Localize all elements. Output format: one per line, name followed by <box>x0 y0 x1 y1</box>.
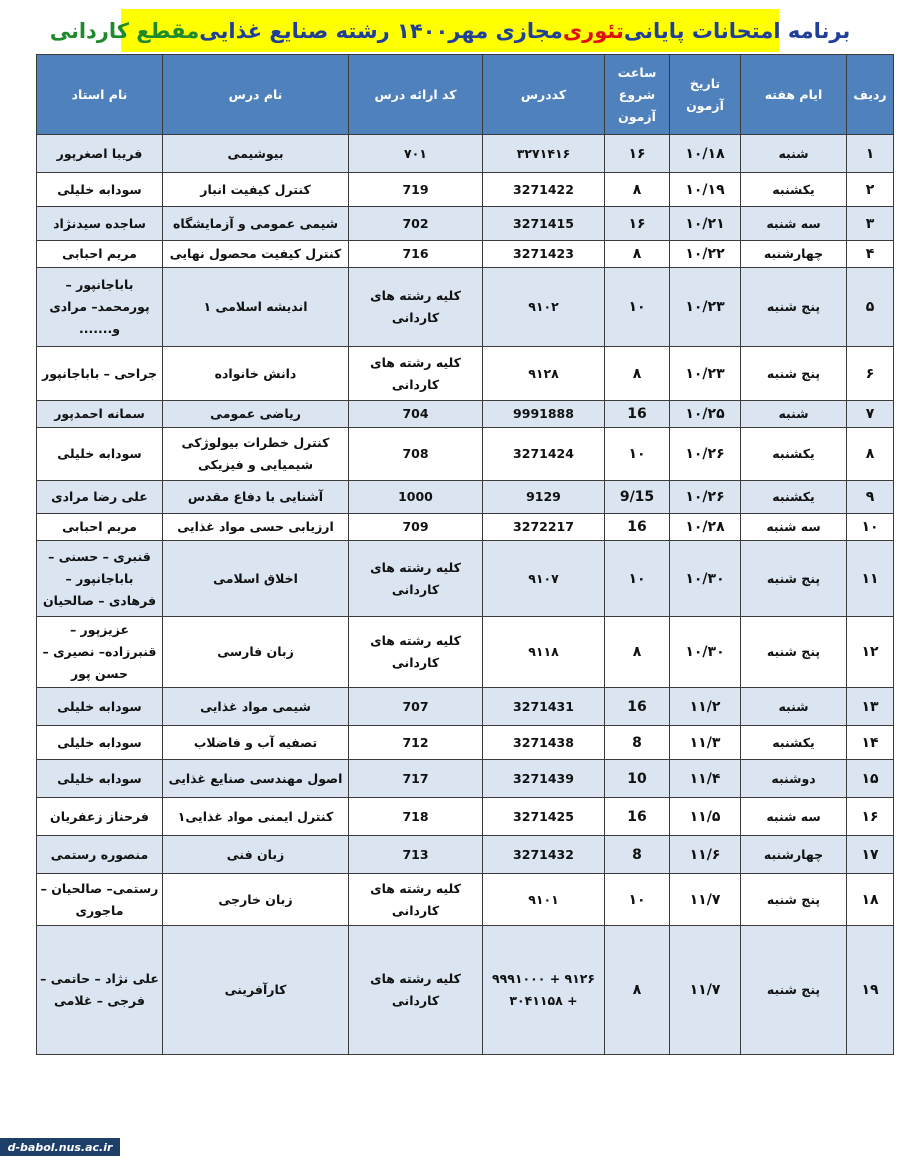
cell-radif: ۶ <box>847 347 894 401</box>
title-part-1: برنامه امتحانات پایانی <box>623 18 851 43</box>
cell-course-name: اخلاق اسلامی <box>163 541 349 617</box>
cell-course-code: 3271415 <box>483 207 605 241</box>
cell-course-name: کارآفرینی <box>163 926 349 1055</box>
table-row <box>37 726 894 760</box>
cell-course-name: اصول مهندسی صنایع غذایی <box>163 760 349 798</box>
cell-radif: ۹ <box>847 481 894 514</box>
cell-course-name: کنترل ایمنی مواد غذایی۱ <box>163 798 349 836</box>
cell-course-name: کنترل کیفیت محصول نهایی <box>163 241 349 268</box>
cell-time: ۸ <box>605 347 670 401</box>
cell-teacher: سودابه خلیلی <box>37 688 163 726</box>
cell-course-name: ریاضی عمومی <box>163 401 349 428</box>
cell-teacher: جراحی – باباجانپور <box>37 347 163 401</box>
cell-teacher: مریم احبابی <box>37 241 163 268</box>
cell-day: پنج شنبه <box>741 541 847 617</box>
cell-time: 8 <box>605 726 670 760</box>
cell-course-code: ۹۱۱۸ <box>483 617 605 688</box>
cell-day: شنبه <box>741 135 847 173</box>
cell-radif: ۷ <box>847 401 894 428</box>
cell-course-code: 3271425 <box>483 798 605 836</box>
table-header-row <box>37 55 894 135</box>
cell-offer-code: 716 <box>349 241 483 268</box>
cell-teacher: سودابه خلیلی <box>37 760 163 798</box>
cell-day: پنج شنبه <box>741 617 847 688</box>
header-time: ساعت شروع آزمون <box>605 55 670 135</box>
cell-course-name: بیوشیمی <box>163 135 349 173</box>
cell-course-name: زبان فارسی <box>163 617 349 688</box>
table-row <box>37 617 894 688</box>
title-part-4: مقطع کاردانی <box>49 18 200 43</box>
cell-date: ۱۱/۳ <box>670 726 741 760</box>
cell-course-name: ارزیابی حسی مواد غذایی <box>163 514 349 541</box>
cell-offer-code: 718 <box>349 798 483 836</box>
cell-time: 10 <box>605 760 670 798</box>
cell-date: ۱۰/۲۸ <box>670 514 741 541</box>
cell-time: 16 <box>605 798 670 836</box>
cell-course-code: 3271432 <box>483 836 605 874</box>
cell-offer-code: کلیه رشته های کاردانی <box>349 541 483 617</box>
cell-teacher: فریبا اصغرپور <box>37 135 163 173</box>
cell-course-name: شیمی عمومی و آزمایشگاه <box>163 207 349 241</box>
cell-teacher: فرحناز زعفریان <box>37 798 163 836</box>
cell-date: ۱۰/۲۳ <box>670 268 741 347</box>
cell-teacher: علی رضا مرادی <box>37 481 163 514</box>
cell-course-code: ۹۱۰۲ <box>483 268 605 347</box>
cell-time: 8 <box>605 836 670 874</box>
table-row <box>37 173 894 207</box>
cell-day: سه شنبه <box>741 514 847 541</box>
title-part-2: تئوری <box>562 18 624 43</box>
cell-course-code: 3271422 <box>483 173 605 207</box>
cell-time: ۸ <box>605 926 670 1055</box>
cell-day: یکشنبه <box>741 481 847 514</box>
cell-radif: ۱ <box>847 135 894 173</box>
cell-radif: ۱۹ <box>847 926 894 1055</box>
cell-offer-code: 719 <box>349 173 483 207</box>
cell-radif: ۱۶ <box>847 798 894 836</box>
cell-radif: ۱۷ <box>847 836 894 874</box>
cell-time: ۸ <box>605 617 670 688</box>
cell-day: یکشنبه <box>741 173 847 207</box>
cell-teacher: ساجده سیدنژاد <box>37 207 163 241</box>
header-code: کددرس <box>483 55 605 135</box>
cell-time: ۱۶ <box>605 207 670 241</box>
cell-offer-code: کلیه رشته های کاردانی <box>349 347 483 401</box>
header-radif: ردیف <box>847 55 894 135</box>
cell-radif: ۱۱ <box>847 541 894 617</box>
cell-day: یکشنبه <box>741 428 847 481</box>
cell-time: ۸ <box>605 241 670 268</box>
cell-course-code: ۹۱۰۷ <box>483 541 605 617</box>
cell-course-code: 3271424 <box>483 428 605 481</box>
cell-course-code: 9129 <box>483 481 605 514</box>
table-row <box>37 514 894 541</box>
cell-offer-code: 1000 <box>349 481 483 514</box>
cell-radif: ۴ <box>847 241 894 268</box>
table-row <box>37 541 894 617</box>
table-row <box>37 347 894 401</box>
cell-time: ۱۰ <box>605 541 670 617</box>
cell-time: ۱۶ <box>605 135 670 173</box>
cell-teacher: سمانه احمدپور <box>37 401 163 428</box>
cell-day: شنبه <box>741 688 847 726</box>
cell-time: ۱۰ <box>605 428 670 481</box>
cell-teacher: علی نژاد – حاتمی – فرجی – غلامی <box>37 926 163 1055</box>
cell-course-code: ۹۱۲۶ + ۹۹۹۱۰۰۰ + ۳۰۴۱۱۵۸ <box>483 926 605 1055</box>
header-teacher: نام استاد <box>37 55 163 135</box>
table-row <box>37 874 894 926</box>
cell-offer-code: کلیه رشته های کاردانی <box>349 874 483 926</box>
cell-offer-code: 702 <box>349 207 483 241</box>
cell-course-name: تصفیه آب و فاضلاب <box>163 726 349 760</box>
cell-offer-code: کلیه رشته های کاردانی <box>349 617 483 688</box>
cell-date: ۱۱/۶ <box>670 836 741 874</box>
cell-teacher: باباجانپور – پورمحمد– مرادی و....... <box>37 268 163 347</box>
cell-course-code: ۹۱۲۸ <box>483 347 605 401</box>
cell-day: سه شنبه <box>741 207 847 241</box>
cell-date: ۱۰/۲۳ <box>670 347 741 401</box>
header-day: ایام هفته <box>741 55 847 135</box>
cell-course-code: 9991888 <box>483 401 605 428</box>
cell-date: ۱۰/۳۰ <box>670 541 741 617</box>
cell-teacher: منصوره رستمی <box>37 836 163 874</box>
cell-course-code: 3271423 <box>483 241 605 268</box>
cell-offer-code: 708 <box>349 428 483 481</box>
cell-offer-code: 704 <box>349 401 483 428</box>
cell-day: چهارشنبه <box>741 836 847 874</box>
cell-radif: ۱۰ <box>847 514 894 541</box>
cell-date: ۱۰/۲۶ <box>670 428 741 481</box>
cell-time: ۸ <box>605 173 670 207</box>
cell-day: پنج شنبه <box>741 926 847 1055</box>
cell-day: چهارشنبه <box>741 241 847 268</box>
table-row <box>37 760 894 798</box>
page-title <box>49 9 851 52</box>
cell-date: ۱۱/۷ <box>670 874 741 926</box>
cell-time: ۱۰ <box>605 268 670 347</box>
cell-date: ۱۰/۲۲ <box>670 241 741 268</box>
table-row <box>37 428 894 481</box>
cell-course-name: آشنایی با دفاع مقدس <box>163 481 349 514</box>
cell-time: ۱۰ <box>605 874 670 926</box>
title-part-3: مجازی مهر۱۴۰۰ رشته صنایع غذایی <box>199 18 563 43</box>
cell-course-code: 3271431 <box>483 688 605 726</box>
cell-radif: ۱۲ <box>847 617 894 688</box>
cell-course-name: زبان خارجی <box>163 874 349 926</box>
header-offer-code: کد ارائه درس <box>349 55 483 135</box>
cell-date: ۱۰/۲۱ <box>670 207 741 241</box>
cell-date: ۱۰/۱۸ <box>670 135 741 173</box>
table-row <box>37 207 894 241</box>
cell-course-code: ۳۲۷۱۴۱۶ <box>483 135 605 173</box>
cell-date: ۱۰/۲۵ <box>670 401 741 428</box>
cell-time: 16 <box>605 514 670 541</box>
cell-radif: ۵ <box>847 268 894 347</box>
cell-radif: ۱۳ <box>847 688 894 726</box>
cell-teacher: سودابه خلیلی <box>37 173 163 207</box>
cell-date: ۱۱/۲ <box>670 688 741 726</box>
cell-day: شنبه <box>741 401 847 428</box>
cell-offer-code: کلیه رشته های کاردانی <box>349 926 483 1055</box>
cell-radif: ۳ <box>847 207 894 241</box>
cell-day: سه شنبه <box>741 798 847 836</box>
table-row <box>37 401 894 428</box>
table-row <box>37 135 894 173</box>
cell-date: ۱۰/۱۹ <box>670 173 741 207</box>
cell-course-name: کنترل کیفیت انبار <box>163 173 349 207</box>
table-row <box>37 798 894 836</box>
table-body <box>37 135 894 1055</box>
cell-time: 9/15 <box>605 481 670 514</box>
cell-date: ۱۰/۲۶ <box>670 481 741 514</box>
cell-day: پنج شنبه <box>741 347 847 401</box>
cell-course-name: اندیشه اسلامی ۱ <box>163 268 349 347</box>
table-row <box>37 268 894 347</box>
table-row <box>37 481 894 514</box>
cell-date: ۱۱/۴ <box>670 760 741 798</box>
cell-course-code: 3271438 <box>483 726 605 760</box>
cell-radif: ۲ <box>847 173 894 207</box>
cell-teacher: رستمی– صالحیان – ماجوری <box>37 874 163 926</box>
exam-schedule-table <box>36 54 894 1055</box>
cell-date: ۱۱/۷ <box>670 926 741 1055</box>
cell-day: یکشنبه <box>741 726 847 760</box>
cell-offer-code: کلیه رشته های کاردانی <box>349 268 483 347</box>
cell-day: دوشنبه <box>741 760 847 798</box>
cell-radif: ۱۴ <box>847 726 894 760</box>
table-row <box>37 241 894 268</box>
site-footer: d-babol.nus.ac.ir <box>0 1138 120 1156</box>
cell-course-code: 3271439 <box>483 760 605 798</box>
cell-date: ۱۰/۳۰ <box>670 617 741 688</box>
cell-teacher: قنبری – حسنی – باباجانپور – فرهادی – صالحیان <box>37 541 163 617</box>
cell-radif: ۱۵ <box>847 760 894 798</box>
cell-course-name: دانش خانواده <box>163 347 349 401</box>
cell-course-code: 3272217 <box>483 514 605 541</box>
cell-teacher: مریم احبابی <box>37 514 163 541</box>
cell-offer-code: 709 <box>349 514 483 541</box>
cell-teacher: عزیزپور – قنبرزاده– نصیری – حسن پور <box>37 617 163 688</box>
cell-teacher: سودابه خلیلی <box>37 726 163 760</box>
table-row <box>37 688 894 726</box>
cell-teacher: سودابه خلیلی <box>37 428 163 481</box>
cell-time: 16 <box>605 401 670 428</box>
cell-radif: ۱۸ <box>847 874 894 926</box>
cell-date: ۱۱/۵ <box>670 798 741 836</box>
cell-offer-code: 712 <box>349 726 483 760</box>
cell-radif: ۸ <box>847 428 894 481</box>
cell-offer-code: 713 <box>349 836 483 874</box>
table-row <box>37 926 894 1055</box>
cell-course-code: ۹۱۰۱ <box>483 874 605 926</box>
cell-offer-code: 707 <box>349 688 483 726</box>
header-course: نام درس <box>163 55 349 135</box>
cell-course-name: کنترل خطرات بیولوژکی شیمیایی و فیزیکی <box>163 428 349 481</box>
cell-offer-code: 717 <box>349 760 483 798</box>
cell-day: پنج شنبه <box>741 874 847 926</box>
cell-offer-code: ۷۰۱ <box>349 135 483 173</box>
header-date: تاریخ آزمون <box>670 55 741 135</box>
cell-course-name: شیمی مواد غذایی <box>163 688 349 726</box>
cell-course-name: زبان فنی <box>163 836 349 874</box>
table-row <box>37 836 894 874</box>
cell-time: 16 <box>605 688 670 726</box>
cell-day: پنج شنبه <box>741 268 847 347</box>
